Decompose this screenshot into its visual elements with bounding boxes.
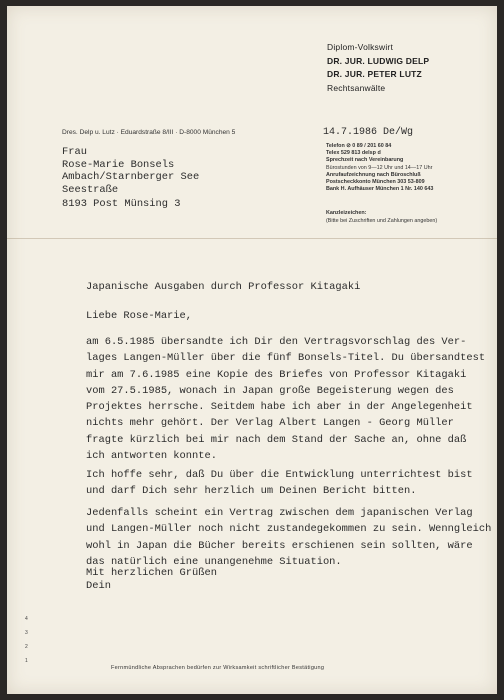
body-line: fragte kürzlich bei mir nach dem Stand der Sache an, ohne daß [86,433,467,446]
paragraph-1 [86,334,485,464]
body-line: nichts mehr gehört. Der Verlag Albert Langen - Georg Müller [86,417,454,430]
footer-note: Fernmündliche Absprachen bedürfen zur Wirksamkeit schriftlicher Bestätigung [111,665,325,671]
letterhead-role: Rechtsanwälte [327,83,386,93]
margin-mark: 3 [25,630,28,636]
body-line: Jedenfalls scheint ein Vertrag zwischen dem japanischen Verlag [86,507,473,519]
paragraph-2 [86,467,473,500]
signature: Dein [86,580,111,592]
letterhead-name-2: DR. JUR. PETER LUTZ [327,69,422,79]
letter-page [7,6,497,694]
contact-info-line: Telefon ⊘ 0 89 / 201 60 84 [326,143,392,149]
contact-info-line: Postscheckkonto München 303 53-809 [326,179,425,186]
contact-info-line: Bürostunden von 9—12 Uhr und 14—17 Uhr [326,164,433,171]
body-line: lages Langen-Müller über die fünf Bonsels-Titel. Du übersandtest [86,352,486,365]
closing: Mit herzlichen Grüßen [86,567,217,579]
recipient-address [62,146,199,196]
contact-info-line: Bank H. Aufhäuser München 1 Nr. 140 643 [326,186,434,193]
recipient-place: Ambach/Starnberger See [62,171,200,183]
recipient-city: 8193 Post Münsing 3 [62,198,181,210]
subject-line: Japanische Ausgaben durch Professor Kitagaki [86,281,361,293]
recipient-name: Rose-Marie Bonsels [62,158,175,171]
margin-mark: 1 [25,658,28,664]
recipient-salutation: Frau [62,146,87,158]
reference-label: Kanzleizeichen: [326,210,367,216]
body-line: am 6.5.1985 übersandte ich Dir den Vertragsvorschlag des Ver- [86,336,467,348]
paragraph-3 [86,505,491,570]
contact-info-line: Telex 529 813 delsp d [326,150,381,157]
greeting: Liebe Rose-Marie, [86,310,193,322]
body-line: vom 27.5.1985, wonach in Japan große Begeisterung wegen des [86,384,454,397]
reference-note: (Bitte bei Zuschriften und Zahlungen angeben) [326,218,438,224]
date-reference: 14.7.1986 De/Wg [323,127,414,138]
contact-info-line: Anrufaufzeichnung nach Büroschluß [326,171,421,178]
body-line: Ich hoffe sehr, daß Du über die Entwicklung unterrichtest bist [86,469,473,481]
margin-marks [25,612,28,668]
body-line: und Langen-Müller noch nicht zustandegekommen zu sein. Wenngleich [86,523,492,536]
sender-return-line: Dres. Delp u. Lutz · Eduardstraße 8/III · D-8000 München 5 [62,129,236,136]
body-line: mir am 7.6.1985 eine Kopie des Briefes von Professor Kitagaki [86,368,467,381]
body-line: das natürlich eine unangenehme Situation. [86,555,342,568]
body-line: ich antworten konnte. [86,450,217,463]
contact-info-block [326,143,433,193]
body-line: und darf Dich sehr herzlich um Deinen Bericht bitten. [86,485,417,498]
body-line: Projektes herrsche. Seitdem habe ich aber in der Angelegenheit [86,401,473,414]
margin-mark: 2 [25,644,28,650]
recipient-street: Seestraße [62,183,119,196]
contact-info-line: Sprechzeit nach Vereinbarung [326,157,404,164]
fold-line [7,238,497,239]
letterhead-name-1: DR. JUR. LUDWIG DELP [327,56,430,66]
margin-mark: 4 [25,616,28,622]
letterhead-title: Diplom-Volkswirt [327,42,394,52]
body-line: wohl in Japan die Bücher bereits erschienen sein sollten, wäre [86,539,473,552]
